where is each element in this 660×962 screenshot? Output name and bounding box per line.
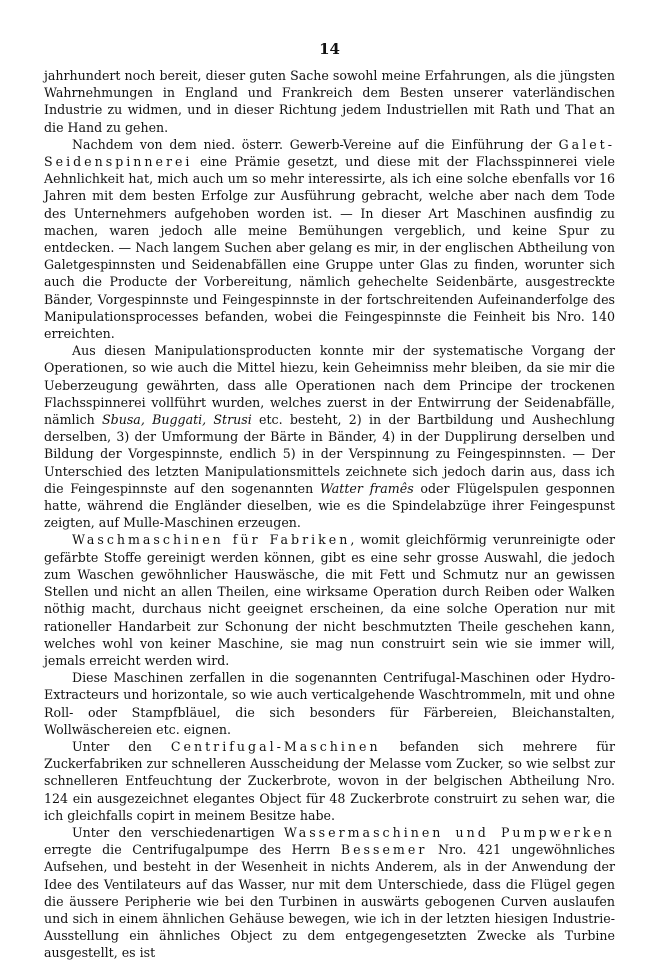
paragraph-text: , womit gleichförmig verunreinigte oder gefärbte Stoffe gereinigt werden können, gibt es eine sehr grosse Auswahl, die jedoch zum Waschen gewöhnlicher Hauswäsche, die mit Fett und Schmutz nur an gewissen Stellen und nicht an allen Theilen, eine wirksame Operation durch Reiben oder Walken nöthig macht, durchaus nicht geeignet erscheinen, da eine solche Operation nur mit rationeller Handarbeit zur Schonung der nicht beschmutzten Theile geschehen kann, welches wohl von keiner Maschine, sie mag nun construirt sein wie sie immer will, jemals erreicht werden wird. xyxy=(44,532,615,668)
spaced-term: Galet-Seidenspinnerei xyxy=(44,136,615,170)
spaced-term: Wassermaschinen und Pumpwerken xyxy=(283,824,615,840)
paragraph-text: etc. besteht, 2) in der Bartbildung und Aushechlung derselben, 3) der Umformung der Bärte in Bänder, 4) in der Dupplirung derselben und Bildung der Vorgespinnste, endlich 5) in der Verspinnung zu Feingespinnsten. — Der Unterschied des letzten Manipulationsmittels zeichnete sich jedoch darin aus, dass ich die Feingespinnste auf den sogenannten xyxy=(44,412,615,496)
paragraph xyxy=(44,342,615,531)
paragraph-text: Nachdem von dem nied. österr. Gewerb-Vereine auf die Einführung der xyxy=(72,136,559,152)
paragraph-text: jahrhundert noch bereit, dieser guten Sache sowohl meine Erfahrungen, als die jüngsten Wahrnehmungen in England und Frankreich dem Besten unserer vaterländischen Industrie zu widmen, und in dieser Richtung jedem Industriellen mit Rath und That an die Hand zu gehen. xyxy=(44,68,615,135)
paragraph-text: oder Flügelspulen gesponnen hatte, während die Engländer dieselben, wie es die Spindelabzüge ihrer Feingespunst zeigten, auf Mulle-Maschinen erzeugen. xyxy=(44,480,615,531)
spaced-term: Waschmaschinen für Fabriken xyxy=(72,532,351,548)
spaced-term: Bessemer xyxy=(340,842,428,858)
paragraph xyxy=(44,738,615,824)
paragraph-text: Unter den xyxy=(72,738,171,754)
page-number: 14 xyxy=(319,40,340,58)
paragraph-text: eine Prämie gesetzt, und diese mit der Flachsspinnerei viele Aehnlichkeit hat, mich auch um so mehr interessirte, als ich eine solche ebenfalls vor 16 Jahren mit dem besten Erfolge zur Ausführung gebracht, welche aber nach dem Tode des Unternehmers aufgehoben worden ist. — In dieser Art Maschinen ausfindig zu machen, waren jedoch alle meine Bemühungen vergeblich, und keine Spur zu entdecken. — Nach langem Suchen aber gelang es mir, in der englischen Abtheilung von Galetgespinnsten und Seidenabfällen eine Gruppe unter Glas zu finden, worunter sich auch die Producte der Vorbereitung, nämlich gehechelte Seidenbärte, ausgestreckte Bänder, Vorgespinnste und Feingespinnste in der fortschreitenden Aufeinanderfolge des Manipulationsprocesses befanden, wobei die Feingespinnste die Feinheit bis Nro. 140 erreichten. xyxy=(44,154,615,342)
paragraph xyxy=(44,824,615,962)
paragraph-text: befanden sich mehrere für Zuckerfabriken zur schnelleren Ausscheidung der Melasse vom Zucker, so wie selbst zur schnelleren Entfeuchtung der Zuckerbrote, wovon in der belgischen Abtheilung Nro. 124 ein ausgezeichnet elegantes Object für 48 Zuckerbrote construirt zu sehen war, die ich gleichfalls copirt in meinem Besitze habe. xyxy=(44,738,615,823)
paragraph xyxy=(44,669,615,738)
paragraph-text: Unter den verschiedenartigen xyxy=(72,824,284,840)
italic-term: Sbusa, Buggati, Strusi xyxy=(102,412,252,428)
paragraph-text: Nro. 421 ungewöhnliches Aufsehen, und besteht in der Wesenheit in nichts Anderem, als in der Anwendung der Idee des Ventilateurs auf das Wasser, nur mit dem Unterschiede, dass die Flügel gegen die äussere Peripherie wie bei den Turbinen in auswärts gebogenen Curven auslaufen und sich in einem ähnlichen Gehäuse bewegen, wie ich in der letzten hiesigen Industrie-Ausstellung ein ähnliches Object zu dem entgegengesetzten Zwecke als Turbine ausgestellt, es ist xyxy=(44,842,615,961)
paragraph xyxy=(44,531,615,669)
paragraph xyxy=(44,136,615,342)
italic-term: Watter framês xyxy=(319,480,414,496)
spaced-term: Centrifugal-Maschinen xyxy=(170,738,381,754)
document-page xyxy=(44,40,615,962)
paragraph-text: Aus diesen Manipulationsproducten konnte mir der systematische Vorgang der Operationen, so wie auch die Mittel hiezu, kein Geheimniss mehr bleiben, da sie mir die Ueberzeugung gewährten, dass alle Operationen nach dem Principe der trockenen Flachsspinnerei vollführt wurden, welches zuerst in der Entwirrung der Seidenabfälle, nämlich xyxy=(44,343,615,428)
paragraph-text: erregte die Centrifugalpumpe des Herrn xyxy=(44,842,341,858)
paragraph xyxy=(44,67,615,136)
paragraph-text: Diese Maschinen zerfallen in die sogenannten Centrifugal-Maschinen oder Hydro-Extracteurs und horizontale, so wie auch verticalgehende Waschtrommeln, mit und ohne Roll- oder Stampfbläuel, die sich besonders für Färbereien, Bleichanstalten, Wollwäschereien etc. eignen. xyxy=(44,670,615,737)
